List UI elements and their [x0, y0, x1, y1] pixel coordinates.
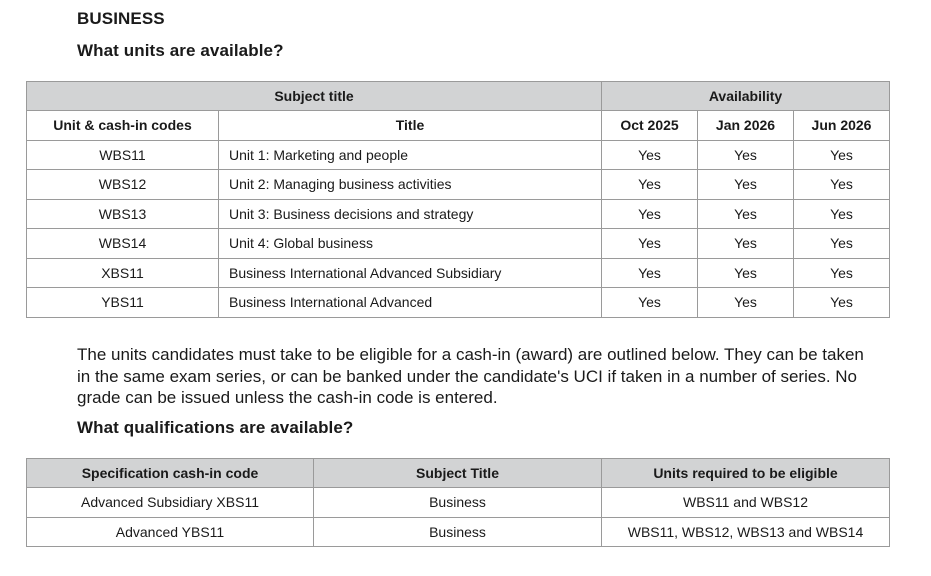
availability-cell: Yes: [794, 170, 890, 200]
units-required-cell: WBS11 and WBS12: [602, 488, 890, 517]
unit-code-cell: WBS11: [27, 140, 219, 170]
table-row: [27, 229, 890, 259]
qualifications-heading: What qualifications are available?: [77, 418, 354, 437]
availability-cell: Yes: [698, 288, 794, 318]
availability-cell: Yes: [698, 170, 794, 200]
table-row: [27, 199, 890, 229]
availability-cell: Yes: [602, 199, 698, 229]
unit-title-cell: Unit 4: Global business: [219, 229, 602, 259]
availability-cell: Yes: [794, 258, 890, 288]
table-row: [27, 140, 890, 170]
unit-code-cell: XBS11: [27, 258, 219, 288]
qualifications-table: [26, 458, 890, 547]
availability-cell: Yes: [698, 140, 794, 170]
unit-title-cell: Unit 3: Business decisions and strategy: [219, 199, 602, 229]
column-header-jun-2026: Jun 2026: [794, 111, 890, 141]
table-row: [27, 258, 890, 288]
column-header-title: Title: [219, 111, 602, 141]
cashin-paragraph: The units candidates must take to be eligible for a cash-in (award) are outlined below. They can be taken in the same exam series, or can be banked under the candidate's UCI if taken in a number of series. No grade can be issued unless the cash-in code is entered.: [77, 345, 864, 407]
table-row: [27, 170, 890, 200]
unit-code-cell: WBS12: [27, 170, 219, 200]
availability-cell: Yes: [602, 229, 698, 259]
availability-cell: Yes: [602, 140, 698, 170]
subject-title-cell: Business: [314, 488, 602, 517]
availability-cell: Yes: [794, 229, 890, 259]
column-header-jan-2026: Jan 2026: [698, 111, 794, 141]
column-header-oct-2025: Oct 2025: [602, 111, 698, 141]
cashin-code-cell: Advanced Subsidiary XBS11: [27, 488, 314, 517]
units-required-cell: WBS11, WBS12, WBS13 and WBS14: [602, 517, 890, 546]
availability-group-header: Availability: [602, 82, 890, 111]
unit-code-cell: WBS14: [27, 229, 219, 259]
unit-title-cell: Unit 2: Managing business activities: [219, 170, 602, 200]
column-header-subject-title: Subject Title: [314, 459, 602, 488]
availability-cell: Yes: [698, 258, 794, 288]
unit-title-cell: Business International Advanced: [219, 288, 602, 318]
table-row: [27, 517, 890, 546]
column-header-cashin-code: Specification cash-in code: [27, 459, 314, 488]
units-table: [26, 81, 890, 318]
units-column-header-row: [27, 111, 890, 141]
units-heading: What units are available?: [77, 41, 284, 60]
units-group-header-row: [27, 82, 890, 111]
availability-cell: Yes: [698, 199, 794, 229]
unit-code-cell: YBS11: [27, 288, 219, 318]
subject-title-cell: Business: [314, 517, 602, 546]
availability-cell: Yes: [602, 170, 698, 200]
availability-cell: Yes: [602, 288, 698, 318]
availability-cell: Yes: [794, 140, 890, 170]
availability-cell: Yes: [794, 199, 890, 229]
availability-cell: Yes: [794, 288, 890, 318]
subject-title-group-header: Subject title: [27, 82, 602, 111]
table-row: [27, 488, 890, 517]
qualifications-header-row: [27, 459, 890, 488]
unit-code-cell: WBS13: [27, 199, 219, 229]
section-title: BUSINESS: [77, 9, 165, 28]
availability-cell: Yes: [602, 258, 698, 288]
column-header-unit-code: Unit & cash-in codes: [27, 111, 219, 141]
table-row: [27, 288, 890, 318]
unit-title-cell: Business International Advanced Subsidiary: [219, 258, 602, 288]
unit-title-cell: Unit 1: Marketing and people: [219, 140, 602, 170]
column-header-units-required: Units required to be eligible: [602, 459, 890, 488]
cashin-code-cell: Advanced YBS11: [27, 517, 314, 546]
availability-cell: Yes: [698, 229, 794, 259]
